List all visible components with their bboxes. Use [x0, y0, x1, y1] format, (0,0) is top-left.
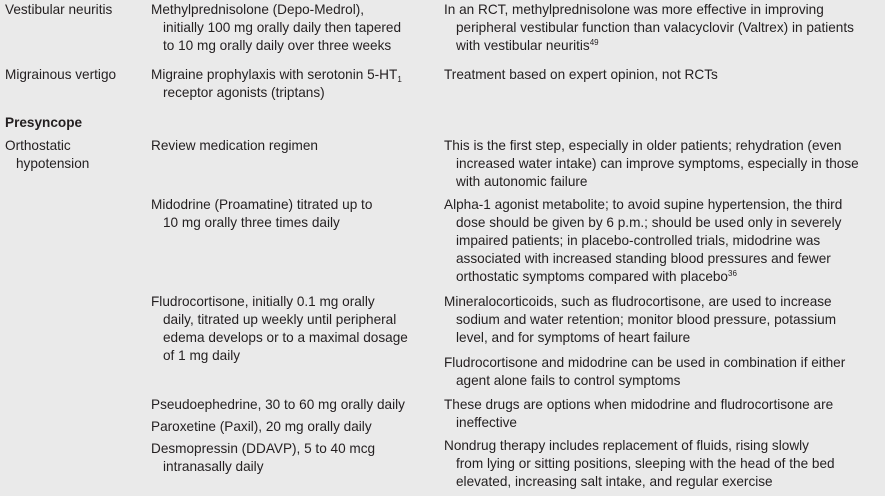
condition-migrainous-vertigo: Migrainous vertigo	[5, 67, 117, 82]
reference-49: 49	[589, 38, 599, 47]
comment-vestibular-neuritis: In an RCT, methylprednisolone was more effective in improving peripheral vestibular function than valacyclovir (Valtrex) in patients with vestibular neuritis$^{49}$	[444, 2, 854, 53]
treatment-methylprednisolone: Methylprednisolone (Depo-Medrol), initially 100 mg orally daily then tapered to 10 mg orally daily over three weeks	[151, 2, 402, 53]
treatment-migraine-prophylaxis: Migraine prophylaxis with serotonin $5-HT_1$ receptor agonists (triptans)	[151, 67, 402, 100]
section-heading-presyncope: Presyncope	[5, 115, 83, 130]
comment-migrainous-vertigo: Treatment based on expert opinion, not RCTs	[444, 67, 718, 82]
treatment-fludrocortisone: Fludrocortisone, initially 0.1 mg orally daily, titrated up weekly until peripheral edema develops or to a maximal dosage of 1 mg daily	[151, 294, 408, 363]
comment-midodrine: Alpha-1 agonist metabolite; to avoid supine hypertension, the third dose should be given by 6 p.m.; should be used only in severely impaired patients; in placebo-controlled trials, midodrine was associated with increased standing blood pressures and fewer orthostatic symptoms compared with placebo$^{36}$	[444, 197, 843, 284]
treatment-paroxetine: Paroxetine (Paxil), 20 mg orally daily	[151, 419, 372, 434]
comment-options: These drugs are options when midodrine and fludrocortisone are ineffective	[444, 397, 834, 430]
condition-orthostatic-hypotension: Orthostatic hypotension	[5, 138, 90, 171]
treatment-pseudoephedrine: Pseudoephedrine, 30 to 60 mg orally daily	[151, 397, 405, 412]
reference-36: 36	[728, 269, 737, 278]
treatment-desmopressin: Desmopressin (DDAVP), 5 to 40 mcg intranasally daily	[151, 441, 376, 474]
treatment-review-medication: Review medication regimen	[151, 138, 318, 153]
treatment-midodrine: Midodrine (Proamatine) titrated up to 10 mg orally three times daily	[151, 197, 373, 230]
comment-nondrug-therapy: Nondrug therapy includes replacement of fluids, rising slowly from lying or sitting positions, sleeping with the head of the bed elevated, increasing salt intake, and regular exercise	[444, 438, 835, 489]
comment-fludrocortisone: Mineralocorticoids, such as fludrocortisone, are used to increase sodium and water retention; monitor blood pressure, potassium level, and for symptoms of heart failure	[444, 294, 837, 345]
comment-review-medication: This is the first step, especially in older patients; rehydration (even increased water intake) can improve symptoms, especially in those with autonomic failure	[444, 138, 859, 189]
condition-vestibular-neuritis: Vestibular neuritis	[5, 2, 113, 17]
comment-combination: Fludrocortisone and midodrine can be used in combination if either agent alone fails to control symptoms	[444, 355, 846, 388]
